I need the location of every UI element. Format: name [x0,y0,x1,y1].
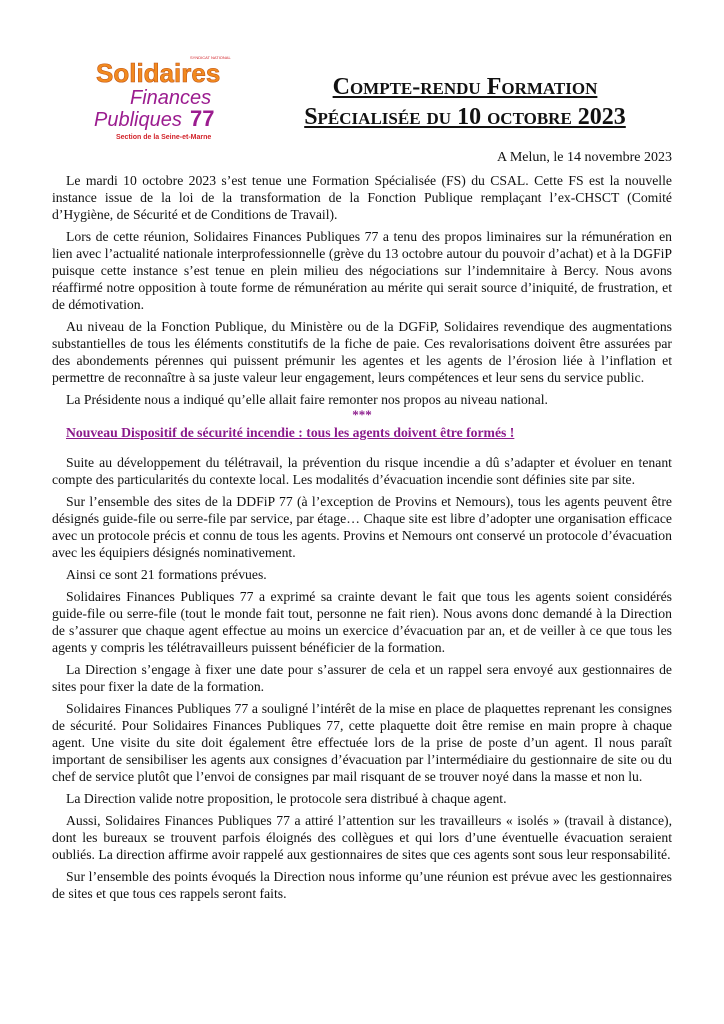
page-title [258,72,672,132]
title-line-1: Compte-rendu Formation [332,74,598,100]
section-paragraph: La Direction s’engage à fixer une date pour s’assurer de cela et un rappel sera envoyé aux gestionnaires de sites pour fixer la date de la formation. [52,662,672,694]
section-separator: *** [352,407,372,422]
intro-paragraph: La Présidente nous a indiqué qu’elle allait faire remonter nos propos au niveau national. [66,392,548,407]
section-paragraph: Suite au développement du télétravail, la prévention du risque incendie a dû s’adapter et évoluer en tenant compte des particularités du contexte local. Les modalités d’évacuation incendie sont définies site par site. [52,455,672,487]
logo-solidaires: Solidaires [96,58,221,88]
section-heading: Nouveau Dispositif de sécurité incendie : tous les agents doivent être formés ! [66,425,515,440]
intro-paragraph: Lors de cette réunion, Solidaires Finances Publiques 77 a tenu des propos liminaires sur la rémunération en lien avec l’actualité nationale interprofessionnelle (grève du 13 octobre autour du pouvoir d’achat) et à la DGFiP puisque cette instance s’est tenue en plein milieu des négociations sur l’indemnitaire à Bercy. Nous avons réaffirmé notre opposition à toute forme de rémunération au mérite qui serait source d’iniquité, de frustration, et de démotivation. [52,229,672,312]
union-logo-graphic [92,52,232,144]
logo-number: 77 [190,106,215,131]
document-body [52,172,672,907]
intro-paragraph: Le mardi 10 octobre 2023 s’est tenue une Formation Spécialisée (FS) du CSAL. Cette FS est la nouvelle instance issue de la loi de la transformation de la Fonction Publique remplaçant l’ex-CHSCT (Comité d’Hygiène, de Sécurité et de Conditions de Travail). [52,173,672,222]
document-date: A Melun, le 14 novembre 2023 [497,150,672,165]
section-paragraph: Solidaires Finances Publiques 77 a souligné l’intérêt de la mise en place de plaquettes reprenant les consignes de sécurité. Pour Solidaires Finances Publiques 77, cette plaquette doit être remise en main propre à chaque agent. Une visite du site doit également être effectuée lors de la prise de poste d’un agent. Il nous paraît important de sensibiliser les agents aux consignes d’évacuation par l’intermédiaire du gestionnaire de site ou du chef de service plutôt que l’envoi de consignes par mail risquant de se trouver noyé dans la masse et non lu. [52,701,672,784]
union-logo [92,52,232,144]
section-paragraph: Sur l’ensemble des sites de la DDFiP 77 (à l’exception de Provins et Nemours), tous les agents peuvent être désignés guide-file ou serre-file par service, par étage… Chaque site est libre d’adopter une organisation efficace avec un protocole précis et connu de tous les agents. Provins et Nemours ont conservé un protocole d’évacuation avec les équipiers désignés nominativement. [52,494,672,560]
logo-section: Section de la Seine-et-Marne [116,134,212,141]
section-paragraph: Aussi, Solidaires Finances Publiques 77 a attiré l’attention sur les travailleurs « isolés » (travail à distance), dont les bureaux se trouvent parfois éloignés des collègues et qui lors d’une éventuelle évacuation seraient oubliés. La direction affirme avoir rappelé aux gestionnaires de sites que ces agents sont sous leur responsabilité. [52,813,672,862]
logo-publiques: Publiques [94,109,182,131]
section-paragraph: Sur l’ensemble des points évoqués la Direction nous informe qu’une réunion est prévue avec les gestionnaires de sites et que tous ces rappels seront faits. [52,869,672,901]
section-paragraph: La Direction valide notre proposition, le protocole sera distribué à chaque agent. [66,791,507,806]
title-line-2: Spécialisée du 10 octobre 2023 [304,104,626,130]
section-paragraph: Solidaires Finances Publiques 77 a exprimé sa crainte devant le fait que tous les agents soient considérés guide-file ou serre-file (tout le monde fait tout, personne ne fait rien). Nous avons donc demandé à la Direction de s’assurer que chaque agent effectue au moins un exercice d’évacuation par an, et de veiller à ce que tous les agents y compris les télétravailleurs puissent bénéficier de la formation. [52,589,672,655]
logo-finances: Finances [130,87,212,109]
intro-paragraph: Au niveau de la Fonction Publique, du Ministère ou de la DGFiP, Solidaires revendique des augmentations substantielles de tous les éléments constitutifs de la fiche de paie. Ces revalorisations doivent être assurées par des abondements pérennes qui puissent prémunir les agentes et les agents de l’érosion liée à l’inflation et permettre de reconnaître à sa juste valeur leur engagement, leurs compétences et leur sens du service public. [52,319,672,385]
logo-tag: SYNDICAT NATIONAL [190,55,231,60]
section-paragraph: Ainsi ce sont 21 formations prévues. [66,567,267,582]
